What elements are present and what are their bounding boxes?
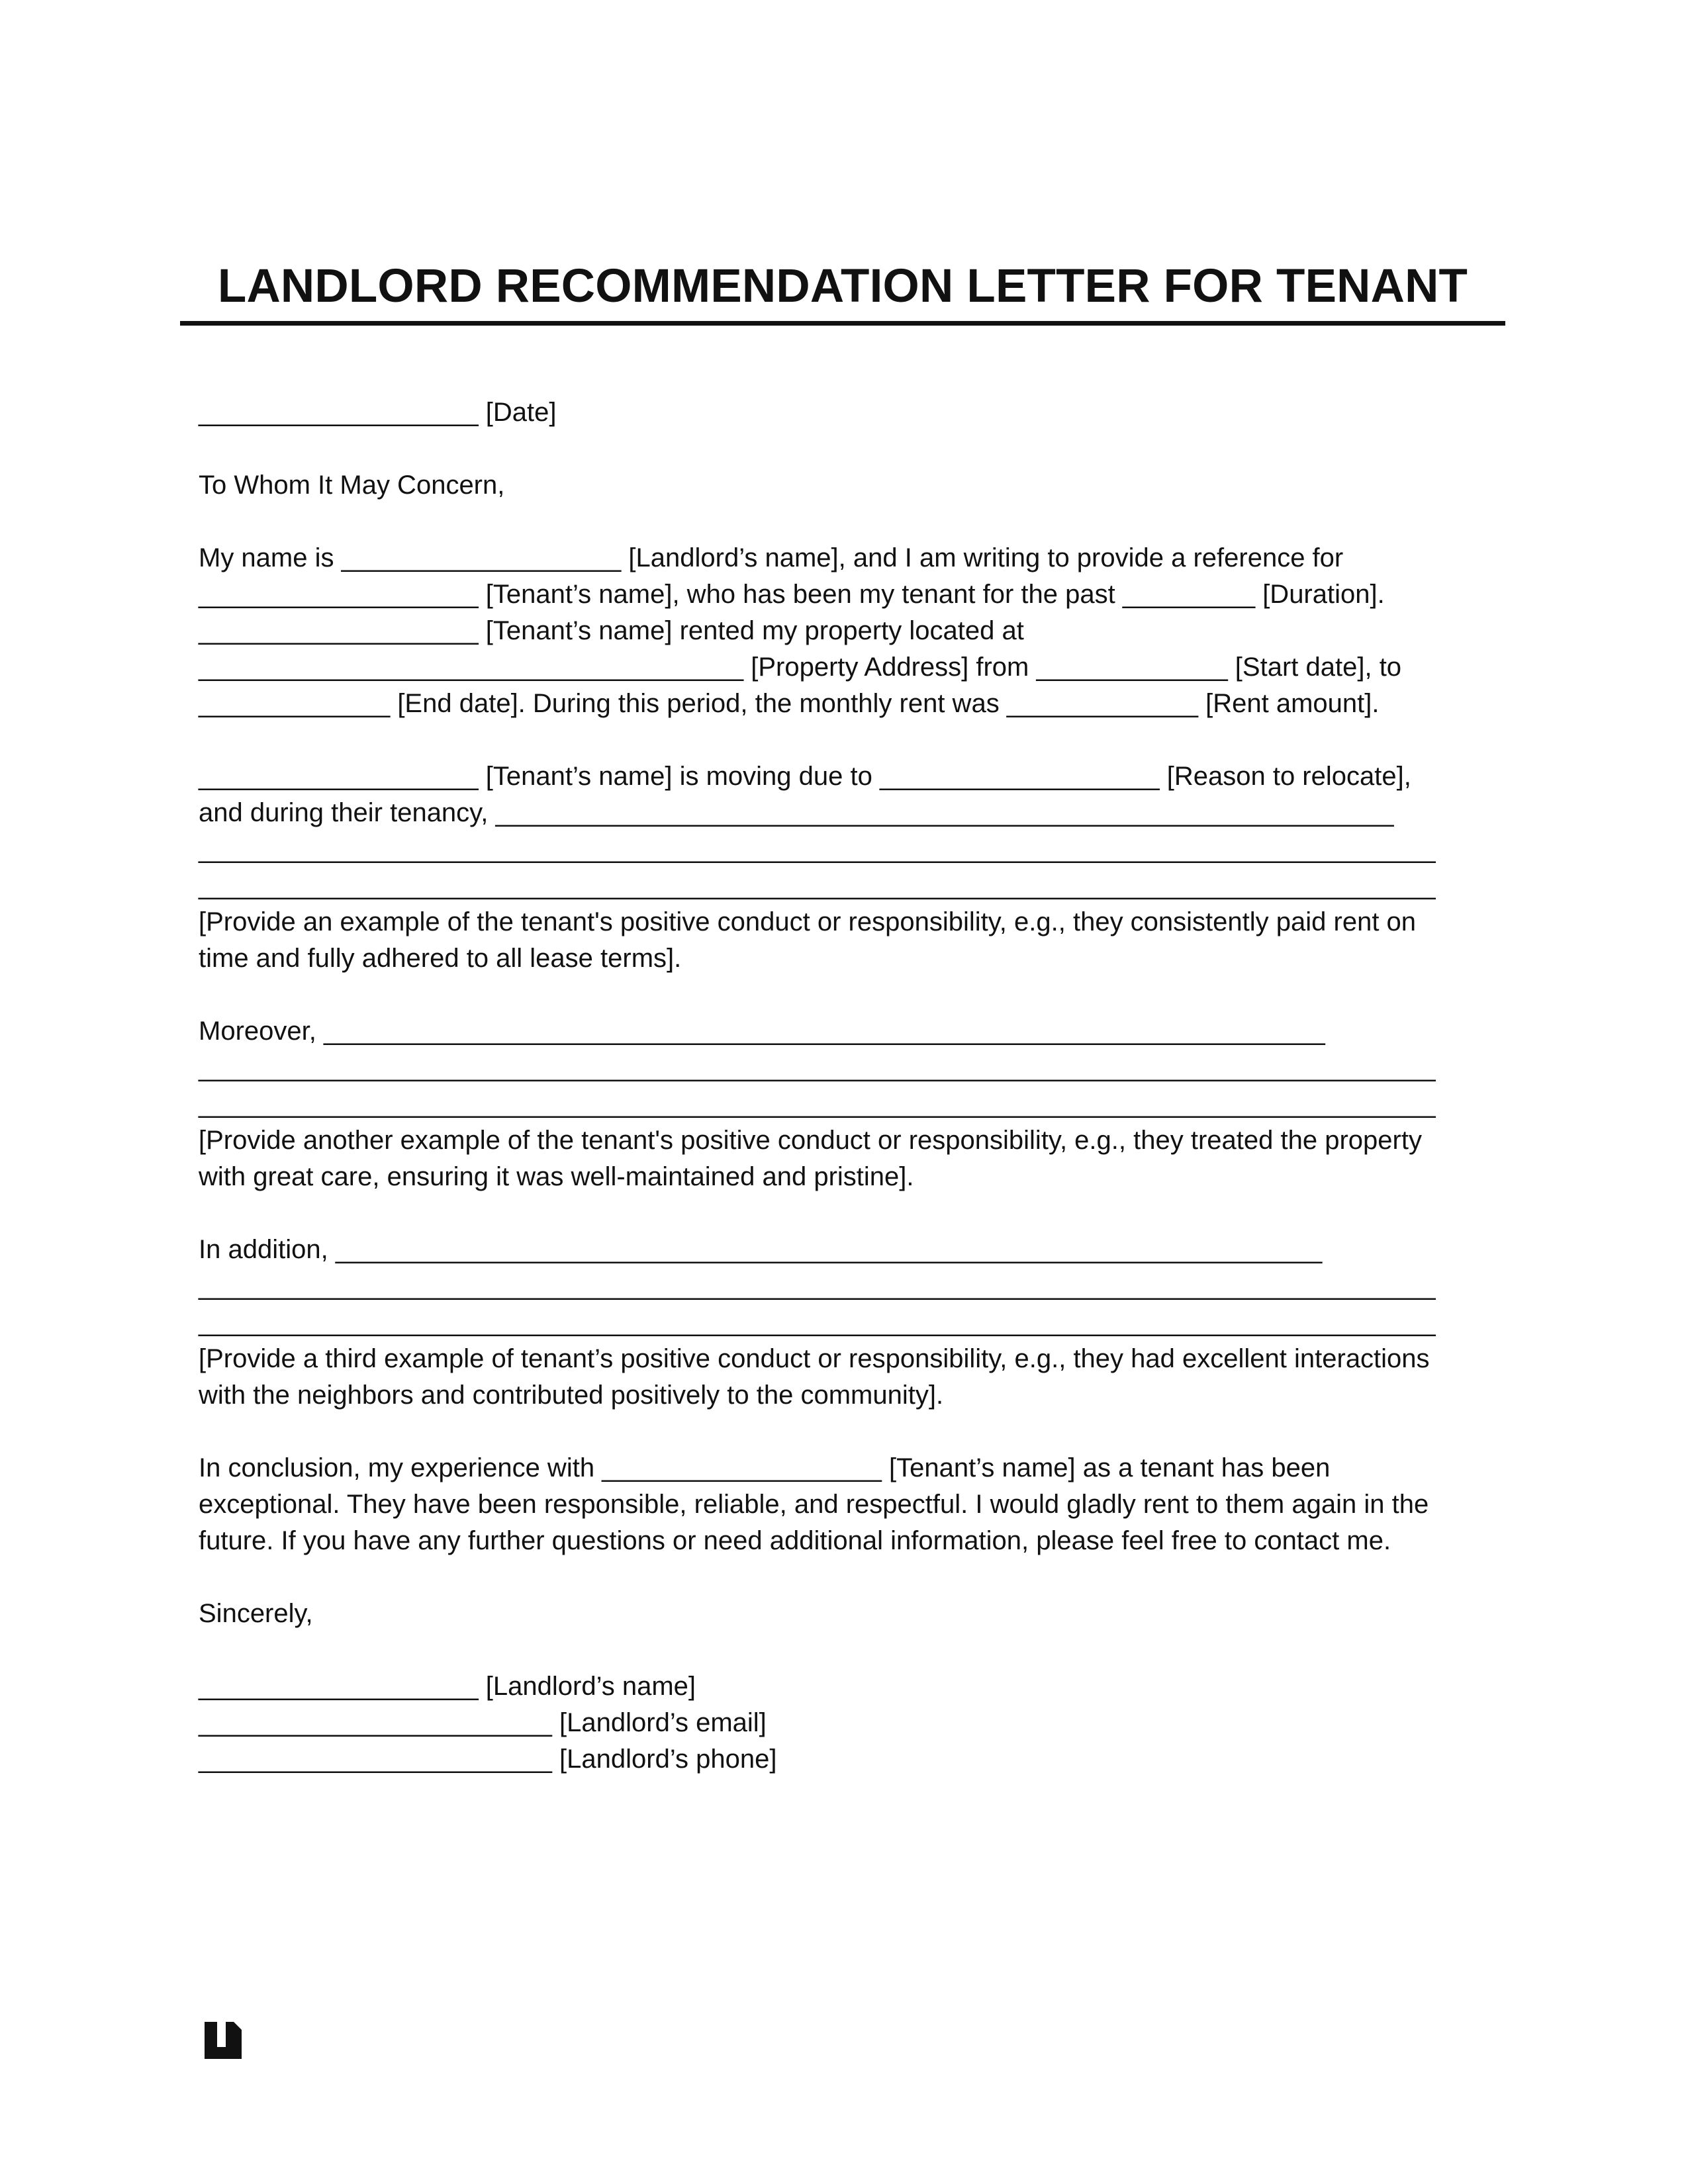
conclusion-line-2: exceptional. They have been responsible, reliable, and respectful. I would gladly rent to them again in the [199,1490,1429,1519]
paragraph-gap [199,1632,1489,1668]
document-title: LANDLORD RECOMMENDATION LETTER FOR TENANT [217,260,1468,312]
example-1-line-2: time and fully adhered to all lease terms]. [199,944,682,973]
paragraph-gap [199,431,1489,467]
example-2-line-1: [Provide another example of the tenant's positive conduct or responsibility, e.g., they treated the property [199,1126,1422,1155]
paragraph-gap [199,1559,1489,1596]
closing: Sincerely, [199,1599,313,1628]
example-3-line-1: [Provide a third example of tenant’s positive conduct or responsibility, e.g., they had excellent interactions [199,1344,1430,1373]
date-line: ___________________ [Date] [199,398,557,427]
paragraph-gap [199,504,1489,540]
moreover-line-3: ____________________________________________________________________________________ [199,1089,1436,1118]
paragraph-gap [199,977,1489,1013]
brand-logo-icon [203,2021,243,2060]
conclusion-line-1: In conclusion, my experience with ___________________ [Tenant’s name] as a tenant has been [199,1453,1331,1482]
signature-name-line: ___________________ [Landlord’s name] [199,1672,696,1701]
intro-line-4: _____________________________________ [Property Address] from _____________ [Start date], to [199,653,1402,682]
moreover-line-2: ____________________________________________________________________________________ [199,1053,1436,1082]
letter-body [199,394,1489,1778]
title-underline [180,321,1505,326]
addition-line-1: In addition, ___________________________________________________________________ [199,1235,1323,1264]
moving-line-4: ____________________________________________________________________________________ [199,871,1436,900]
addition-line-2: ____________________________________________________________________________________ [199,1271,1436,1300]
example-1-line-1: [Provide an example of the tenant's positive conduct or responsibility, e.g., they consistently paid rent on [199,907,1417,936]
moving-line-1: ___________________ [Tenant’s name] is moving due to ___________________ [Reason to relocate], [199,762,1411,791]
moving-line-3: ____________________________________________________________________________________ [199,835,1436,864]
example-2-line-2: with great care, ensuring it was well-maintained and pristine]. [199,1162,914,1191]
signature-phone-line: ________________________ [Landlord’s phone] [199,1745,777,1774]
conclusion-line-3: future. If you have any further questions or need additional information, please feel free to contact me. [199,1526,1391,1555]
paragraph-gap [199,1195,1489,1232]
intro-line-3: ___________________ [Tenant’s name] rented my property located at [199,616,1024,645]
signature-email-line: ________________________ [Landlord’s email] [199,1708,767,1737]
paragraph-gap [199,722,1489,758]
intro-line-2: ___________________ [Tenant’s name], who has been my tenant for the past _________ [Duration]. [199,580,1385,609]
addition-line-3: ____________________________________________________________________________________ [199,1308,1436,1337]
moving-line-2: and during their tenancy, _____________________________________________________________ [199,798,1394,827]
paragraph-gap [199,1414,1489,1450]
moreover-line-1: Moreover, ____________________________________________________________________ [199,1017,1325,1046]
intro-line-1: My name is ___________________ [Landlord’s name], and I am writing to provide a reference for [199,543,1344,572]
example-3-line-2: with the neighbors and contributed positively to the community]. [199,1381,944,1410]
intro-line-5: _____________ [End date]. During this period, the monthly rent was _____________ [Rent amount]. [199,689,1380,718]
salutation: To Whom It May Concern, [199,471,505,500]
